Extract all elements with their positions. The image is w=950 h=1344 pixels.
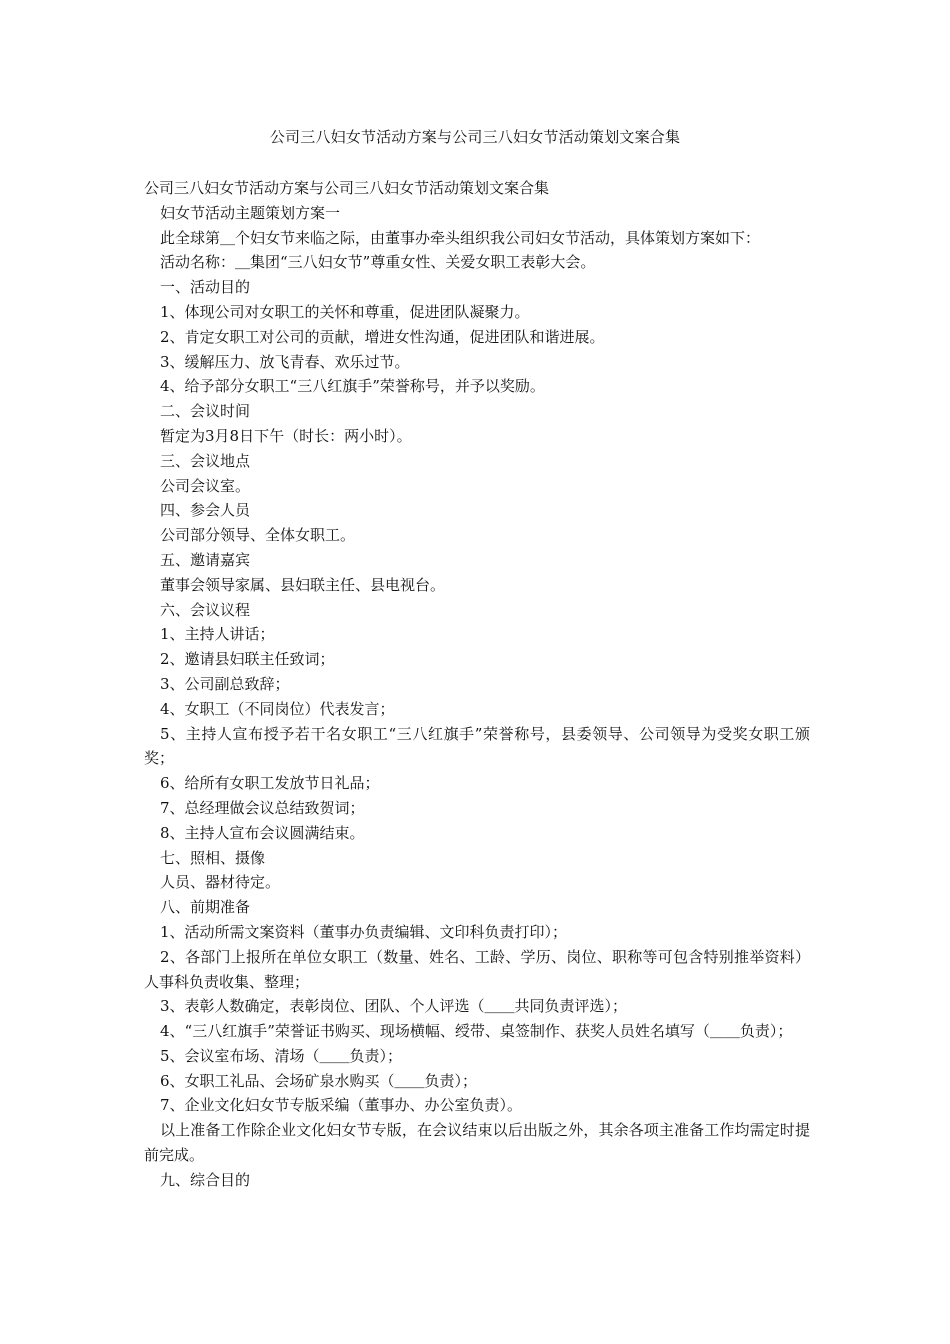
list-item: 7、企业文化妇女节专版采编（董事办、办公室负责）。 [160, 1096, 523, 1115]
paragraph-heading: 公司三八妇女节活动方案与公司三八妇女节活动策划文案合集 [144, 179, 550, 197]
section-heading: 五、邀请嘉宾 [160, 550, 251, 569]
list-item: 3、公司副总致辞； [160, 674, 290, 693]
list-item: 2、肯定女职工对公司的贡献，增进女性沟通，促进团队和谐进展。 [160, 327, 605, 346]
list-item: 6、女职工礼品、会场矿泉水购买（＿＿负责）； [160, 1071, 478, 1090]
paragraph: 公司会议室。 [160, 476, 251, 495]
list-item: 1、体现公司对女职工的关怀和尊重，促进团队凝聚力。 [160, 302, 530, 321]
list-item: 4、女职工（不同岗位）代表发言； [160, 699, 395, 718]
section-heading: 一、活动目的 [160, 278, 251, 297]
list-item: 4、给予部分女职工“三八红旗手”荣誉称号，并予以奖励。 [160, 377, 545, 396]
paragraph: 此全球第＿个妇女节来临之际，由董事办牵头组织我公司妇女节活动，具体策划方案如下： [160, 228, 761, 247]
section-heading: 二、会议时间 [160, 402, 251, 421]
list-item: 7、总经理做会议总结致贺词； [160, 798, 365, 817]
list-item: 8、主持人宣布会议圆满结束。 [160, 823, 365, 842]
paragraph: 以上准备工作除企业文化妇女节专版，在会议结束以后出版之外，其余各项主准备工作均需定时提前完成。 [144, 1121, 810, 1165]
list-item: 1、活动所需文案资料（董事办负责编辑、文印科负责打印）； [160, 922, 568, 941]
section-heading: 九、综合目的 [160, 1170, 251, 1189]
paragraph: 妇女节活动主题策划方案一 [160, 203, 341, 222]
section-heading: 四、参会人员 [160, 501, 251, 520]
list-item: 3、表彰人数确定，表彰岗位、团队、个人评选（＿＿共同负责评选）； [160, 997, 628, 1016]
document-title: 公司三八妇女节活动方案与公司三八妇女节活动策划文案合集 [269, 128, 681, 146]
list-item: 3、缓解压力、放飞青春、欢乐过节。 [160, 352, 410, 371]
paragraph: 暂定为3月8日下午（时长：两小时）。 [160, 426, 412, 445]
list-item: 6、给所有女职工发放节日礼品； [160, 774, 380, 793]
document-body [144, 176, 810, 1193]
paragraph: 董事会领导家属、县妇联主任、县电视台。 [160, 575, 446, 594]
paragraph: 人员、器材待定。 [160, 873, 281, 892]
paragraph: 公司部分领导、全体女职工。 [160, 526, 356, 545]
list-item: 2、各部门上报所在单位女职工（数量、姓名、工龄、学历、岗位、职称等可包含特别推举资料）人事科负责收集、整理； [144, 947, 810, 991]
paragraph: 活动名称：＿集团“三八妇女节”尊重女性、关爱女职工表彰大会。 [160, 253, 596, 272]
list-item: 4、“三八红旗手”荣誉证书购买、现场横幅、绶带、桌签制作、获奖人员姓名填写（＿＿负责）； [160, 1022, 793, 1041]
list-item: 2、邀请县妇联主任致词； [160, 650, 335, 669]
list-item: 5、会议室布场、清场（＿＿负责）； [160, 1046, 403, 1065]
section-heading: 七、照相、摄像 [160, 848, 266, 867]
list-item: 5、主持人宣布授予若干名女职工“三八红旗手”荣誉称号，县委领导、公司领导为受奖女职工颁奖； [144, 724, 810, 768]
section-heading: 八、前期准备 [160, 898, 251, 917]
section-heading: 六、会议议程 [160, 600, 251, 619]
list-item: 1、主持人讲话； [160, 625, 275, 644]
section-heading: 三、会议地点 [160, 451, 251, 470]
